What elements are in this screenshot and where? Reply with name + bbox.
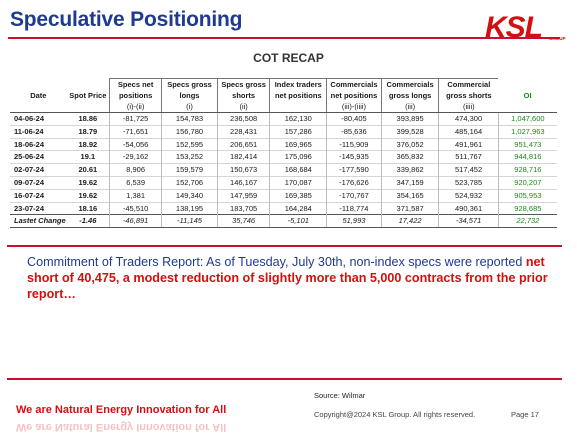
- cell-spot: 19.1: [80, 152, 96, 162]
- cell-specs-long: 152,706: [162, 176, 218, 189]
- cell-index: 170,087: [270, 176, 327, 189]
- table-row: [10, 202, 557, 215]
- cell-specs-short: 182,414: [217, 151, 270, 164]
- cell-index: -5,101: [270, 215, 327, 228]
- cell-comm-net: -115,909: [327, 138, 382, 151]
- cell-specs-short: 146,167: [217, 176, 270, 189]
- subheader: (ii): [217, 101, 270, 113]
- title-rule: [8, 37, 560, 39]
- cell-specs-net: 6,539: [110, 176, 162, 189]
- cell-comm-net: -85,636: [327, 125, 382, 138]
- header-index-2: net positions: [270, 90, 327, 101]
- cell-specs-short: 147,959: [217, 189, 270, 202]
- tagline: We are Natural Energy Innovation for All: [16, 404, 227, 416]
- header-comm-short-2: gross shorts: [439, 90, 498, 101]
- cell-specs-net: -71,651: [110, 125, 162, 138]
- page-number: Page 17: [511, 410, 539, 419]
- copyright: Copyright@2024 KSL Group. All rights reserved.: [314, 410, 476, 419]
- subheader: (i)-(ii): [110, 101, 162, 113]
- table-row: [10, 151, 557, 164]
- cell-specs-short: 183,705: [217, 202, 270, 215]
- cell-specs-net: -81,725: [110, 113, 162, 126]
- subheader: [270, 101, 327, 113]
- cell-comm-long: 399,528: [381, 125, 439, 138]
- cell-comm-short: 490,361: [439, 202, 498, 215]
- cell-specs-net: 1,381: [110, 189, 162, 202]
- cell-comm-long: 17,422: [381, 215, 439, 228]
- cell-comm-net: -145,935: [327, 151, 382, 164]
- table-row: [10, 176, 557, 189]
- header-spot: Spot Price: [69, 91, 107, 100]
- cell-comm-net: -118,774: [327, 202, 382, 215]
- header-comm-long-2: gross longs: [381, 90, 439, 101]
- cell-specs-long: 159,579: [162, 164, 218, 177]
- cell-comm-short: 517,452: [439, 164, 498, 177]
- table-row: [10, 125, 557, 138]
- cell-comm-short: 511,767: [439, 151, 498, 164]
- table-title: COT RECAP: [253, 51, 324, 65]
- header-specs-net-2: positions: [110, 90, 162, 101]
- cell-specs-short: 236,508: [217, 113, 270, 126]
- header-comm-long-1: Commercials: [381, 79, 439, 91]
- cell-specs-net: 8,906: [110, 164, 162, 177]
- divider-bottom: [7, 378, 562, 380]
- cell-date: 18-06-24: [14, 139, 45, 149]
- logo-subtext: GROUP: [549, 36, 566, 41]
- header-specs-short-2: shorts: [217, 90, 270, 101]
- cell-spot: 18.79: [78, 126, 98, 136]
- subheader: (iii)-(iiii): [327, 101, 382, 113]
- cell-comm-long: 371,587: [381, 202, 439, 215]
- cell-date: Lastet Change: [10, 215, 67, 228]
- cell-specs-long: 149,340: [162, 189, 218, 202]
- cell-oi: 1,027,963: [498, 125, 557, 138]
- cell-spot: -1.46: [67, 215, 110, 228]
- cell-oi: 928,716: [498, 164, 557, 177]
- header-oi: OI: [523, 91, 532, 100]
- cell-index: 169,385: [270, 189, 327, 202]
- cell-comm-net: -176,626: [327, 176, 382, 189]
- cell-spot: 20.61: [78, 165, 98, 175]
- cell-index: 168,684: [270, 164, 327, 177]
- cell-oi: 951,473: [498, 138, 557, 151]
- divider-top: [7, 245, 562, 247]
- cell-index: 162,130: [270, 113, 327, 126]
- cell-date: 25-06-24: [14, 152, 45, 162]
- cell-date: 04-06-24: [14, 114, 45, 123]
- header-date: Date: [30, 91, 47, 100]
- cell-specs-net: -45,510: [110, 202, 162, 215]
- commentary-highlight: net short of 40,475, a modest reduction of slightly more than 5,000 contracts from the prior report…: [27, 255, 548, 301]
- cell-specs-short: 35,746: [217, 215, 270, 228]
- cell-oi: 920,207: [498, 176, 557, 189]
- cell-comm-long: 339,862: [381, 164, 439, 177]
- cell-comm-net: -80,405: [327, 113, 382, 126]
- cell-comm-net: -177,590: [327, 164, 382, 177]
- table-row: [10, 164, 557, 177]
- cell-specs-short: 228,431: [217, 125, 270, 138]
- cell-specs-long: -11,145: [162, 215, 218, 228]
- tagline-reflection: We are Natural Energy Innovation for All: [16, 421, 227, 433]
- header-comm-net-2: net positions: [327, 90, 382, 101]
- header-comm-short-1: Commercial: [439, 79, 498, 91]
- cell-comm-short: 524,932: [439, 189, 498, 202]
- logo-text: KSL: [485, 11, 542, 42]
- header-comm-net-1: Commercials: [327, 79, 382, 91]
- cell-spot: 18.92: [78, 139, 98, 149]
- subheader: (iii): [381, 101, 439, 113]
- cell-comm-short: 523,785: [439, 176, 498, 189]
- cell-specs-long: 138,195: [162, 202, 218, 215]
- cell-comm-long: 376,052: [381, 138, 439, 151]
- cell-date: 11-06-24: [14, 126, 44, 136]
- cell-index: 164,284: [270, 202, 327, 215]
- cell-comm-net: 51,993: [327, 215, 382, 228]
- header-specs-long-2: longs: [162, 90, 218, 101]
- cell-specs-long: 153,252: [162, 151, 218, 164]
- cell-specs-short: 206,651: [217, 138, 270, 151]
- cell-specs-net: -54,056: [110, 138, 162, 151]
- slide-title: Speculative Positioning: [10, 8, 243, 31]
- cell-comm-long: 365,832: [381, 151, 439, 164]
- cell-spot: 18.16: [78, 203, 98, 213]
- cell-index: 157,286: [270, 125, 327, 138]
- cell-specs-short: 150,673: [217, 164, 270, 177]
- cell-comm-short: 491,961: [439, 138, 498, 151]
- cell-specs-net: -46,891: [110, 215, 162, 228]
- cell-index: 175,096: [270, 151, 327, 164]
- commentary-lead: Commitment of Traders Report: As of Tuesday, July 30th, non-index specs were reported: [27, 255, 526, 269]
- cell-spot: 19.62: [78, 190, 98, 200]
- cell-spot: 19.62: [78, 177, 98, 187]
- cell-comm-short: 474,300: [439, 113, 498, 126]
- cell-oi: 928,685: [498, 202, 557, 215]
- change-row: [10, 215, 557, 228]
- table-row: [10, 138, 557, 151]
- cell-comm-short: -34,571: [439, 215, 498, 228]
- cell-date: 16-07-24: [14, 190, 45, 200]
- cell-specs-long: 156,780: [162, 125, 218, 138]
- cell-specs-long: 152,595: [162, 138, 218, 151]
- cot-recap-table: [10, 78, 557, 228]
- cell-index: 169,965: [270, 138, 327, 151]
- subheader: (iiii): [439, 101, 498, 113]
- cell-date: 09-07-24: [14, 177, 45, 187]
- header-specs-short-1: Specs gross: [217, 79, 270, 91]
- cell-comm-long: 354,165: [381, 189, 439, 202]
- cell-comm-short: 485,164: [439, 125, 498, 138]
- cell-specs-net: -29,162: [110, 151, 162, 164]
- commentary: [27, 254, 557, 302]
- cell-oi: 1,047,600: [498, 113, 557, 126]
- cell-date: 02-07-24: [14, 165, 45, 175]
- source-note: Source: Wilmar: [314, 391, 366, 400]
- cell-oi: 22,732: [498, 215, 557, 228]
- cell-oi: 944,816: [498, 151, 557, 164]
- header-specs-long-1: Specs gross: [162, 79, 218, 91]
- subheader: (i): [162, 101, 218, 113]
- cell-comm-long: 347,159: [381, 176, 439, 189]
- table-body: [10, 113, 557, 228]
- cell-comm-long: 393,895: [381, 113, 439, 126]
- cell-oi: 905,953: [498, 189, 557, 202]
- cell-spot: 18.86: [78, 114, 98, 123]
- table-row: [10, 189, 557, 202]
- cell-date: 23-07-24: [14, 203, 45, 213]
- table-row: [10, 113, 557, 126]
- cell-comm-net: -170,767: [327, 189, 382, 202]
- header-index-1: Index traders: [270, 79, 327, 91]
- cell-specs-long: 154,783: [162, 113, 218, 126]
- ksl-logo: [483, 10, 571, 42]
- header-specs-net-1: Specs net: [110, 79, 162, 91]
